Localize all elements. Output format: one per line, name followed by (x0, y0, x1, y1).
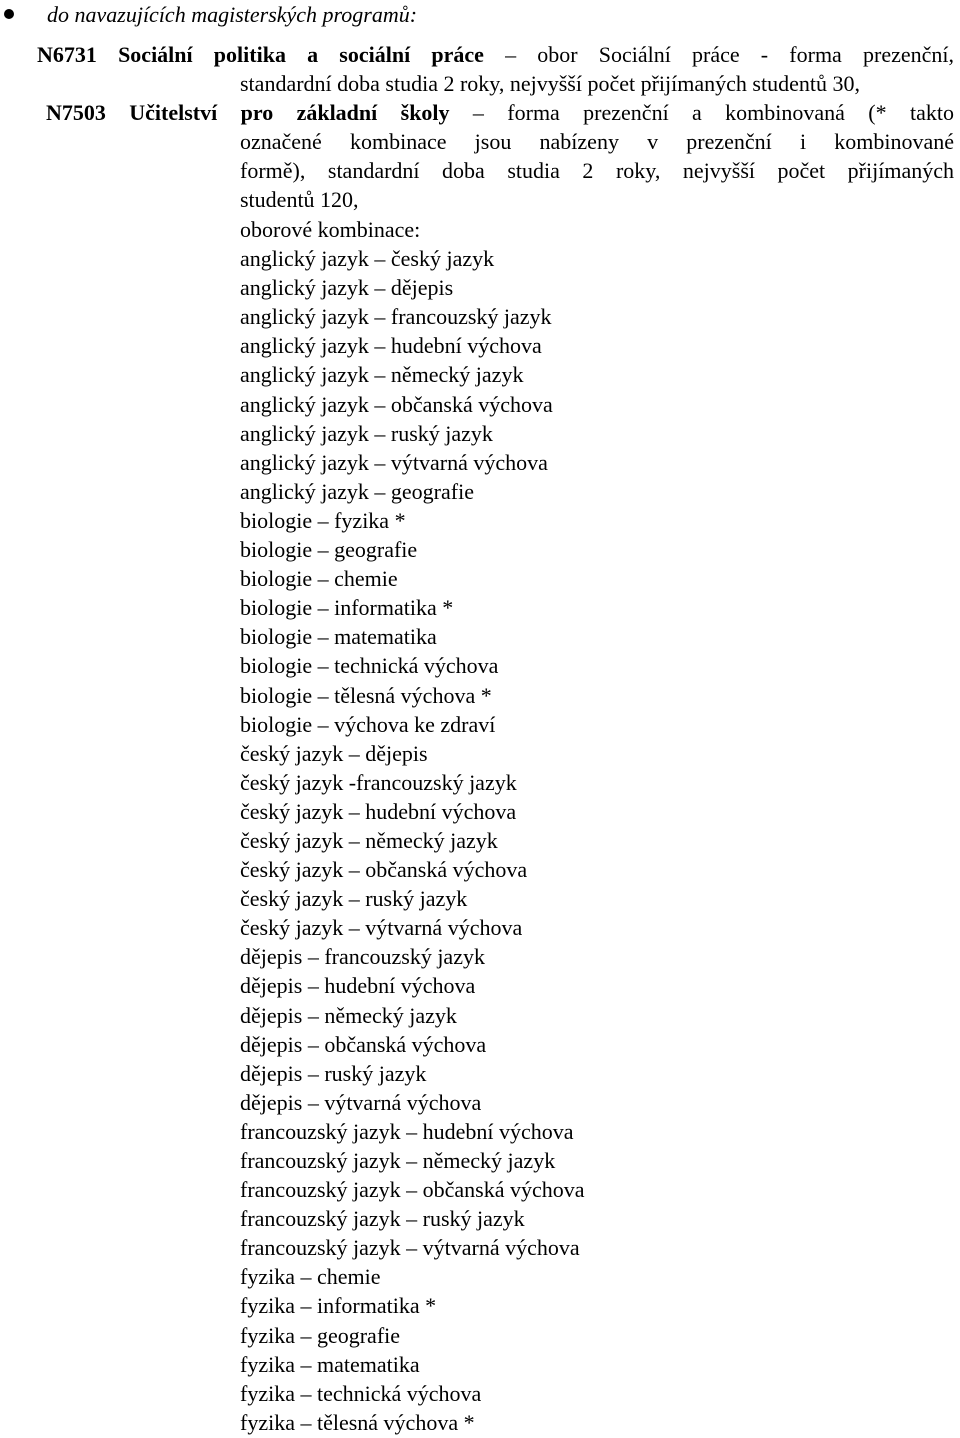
combination-item: fyzika – matematika (240, 1351, 420, 1377)
combinations-label: oborové kombinace: (240, 217, 421, 242)
combination-item: anglický jazyk – francouzský jazyk (240, 304, 552, 330)
program-name: Sociální politika a sociální práce (118, 42, 484, 67)
combination-item: anglický jazyk – hudební výchova (240, 333, 542, 359)
combination-item: biologie – matematika (240, 624, 437, 650)
combination-item: anglický jazyk – občanská výchova (240, 391, 553, 417)
combination-item: dějepis – hudební výchova (240, 973, 476, 999)
combination-item: český jazyk -francouzský jazyk (240, 769, 517, 795)
section-heading-text: do navazujících magisterských programů: (47, 2, 418, 27)
combination-item: biologie – informatika * (240, 595, 454, 621)
combination-item: francouzský jazyk – hudební výchova (240, 1118, 574, 1144)
combination-item: biologie – technická výchova (240, 653, 499, 679)
combination-item: francouzský jazyk – ruský jazyk (240, 1206, 525, 1232)
combination-item: anglický jazyk – dějepis (240, 275, 454, 301)
program-line: formě), standardní doba studia 2 roky, nejvyšší počet přijímaných (240, 158, 954, 184)
combination-item: český jazyk – hudební výchova (240, 798, 517, 824)
combination-item: český jazyk – výtvarná výchova (240, 915, 523, 941)
combination-item: dějepis – ruský jazyk (240, 1060, 427, 1086)
combination-item: biologie – geografie (240, 537, 418, 563)
bullet-dot-icon (4, 9, 14, 19)
combination-item: francouzský jazyk – výtvarná výchova (240, 1235, 580, 1261)
combination-item: český jazyk – občanská výchova (240, 857, 528, 883)
program-code: N7503 (46, 100, 106, 125)
combination-item: fyzika – technická výchova (240, 1380, 482, 1406)
combination-item: dějepis – výtvarná výchova (240, 1089, 482, 1115)
program-line (0, 98, 960, 127)
program-line: standardní doba studia 2 roky, nejvyšší počet přijímaných studentů 30, (240, 71, 860, 97)
program-detail: – obor Sociální práce - forma prezenční, (505, 42, 954, 67)
combination-item: anglický jazyk – výtvarná výchova (240, 449, 548, 475)
combination-item: český jazyk – dějepis (240, 740, 428, 766)
combination-item: biologie – výchova ke zdraví (240, 711, 496, 737)
program-line: označené kombinace jsou nabízeny v prezenční i kombinované (240, 129, 954, 155)
combination-item: francouzský jazyk – německý jazyk (240, 1148, 556, 1173)
combination-item: český jazyk – německý jazyk (240, 827, 498, 853)
combination-item: anglický jazyk – český jazyk (240, 246, 495, 272)
combination-item: fyzika – tělesná výchova * (240, 1409, 475, 1435)
combination-item: anglický jazyk – německý jazyk (240, 362, 524, 388)
combination-item: fyzika – geografie (240, 1322, 401, 1348)
program-name: Učitelství pro základní školy (129, 100, 450, 125)
combinations-list (240, 215, 585, 1437)
combination-item: francouzský jazyk – občanská výchova (240, 1177, 585, 1203)
program-line: studentů 120, (240, 187, 359, 213)
combination-item: fyzika – chemie (240, 1264, 381, 1290)
combination-item: fyzika – informatika * (240, 1293, 437, 1319)
combination-item: dějepis – francouzský jazyk (240, 944, 485, 970)
program-code: N6731 (37, 42, 97, 67)
combination-item: biologie – chemie (240, 566, 398, 592)
combination-item: biologie – fyzika * (240, 507, 406, 533)
combination-item: anglický jazyk – geografie (240, 478, 474, 504)
program-line (0, 40, 960, 69)
program-entry (0, 40, 960, 98)
combination-item: český jazyk – ruský jazyk (240, 886, 468, 912)
combination-item: biologie – tělesná výchova * (240, 682, 492, 708)
combination-item: dějepis – německý jazyk (240, 1002, 457, 1028)
program-entry (0, 98, 960, 214)
combination-item: anglický jazyk – ruský jazyk (240, 420, 493, 446)
combination-item: dějepis – občanská výchova (240, 1031, 487, 1057)
program-detail: – forma prezenční a kombinovaná (* takto (472, 100, 954, 125)
